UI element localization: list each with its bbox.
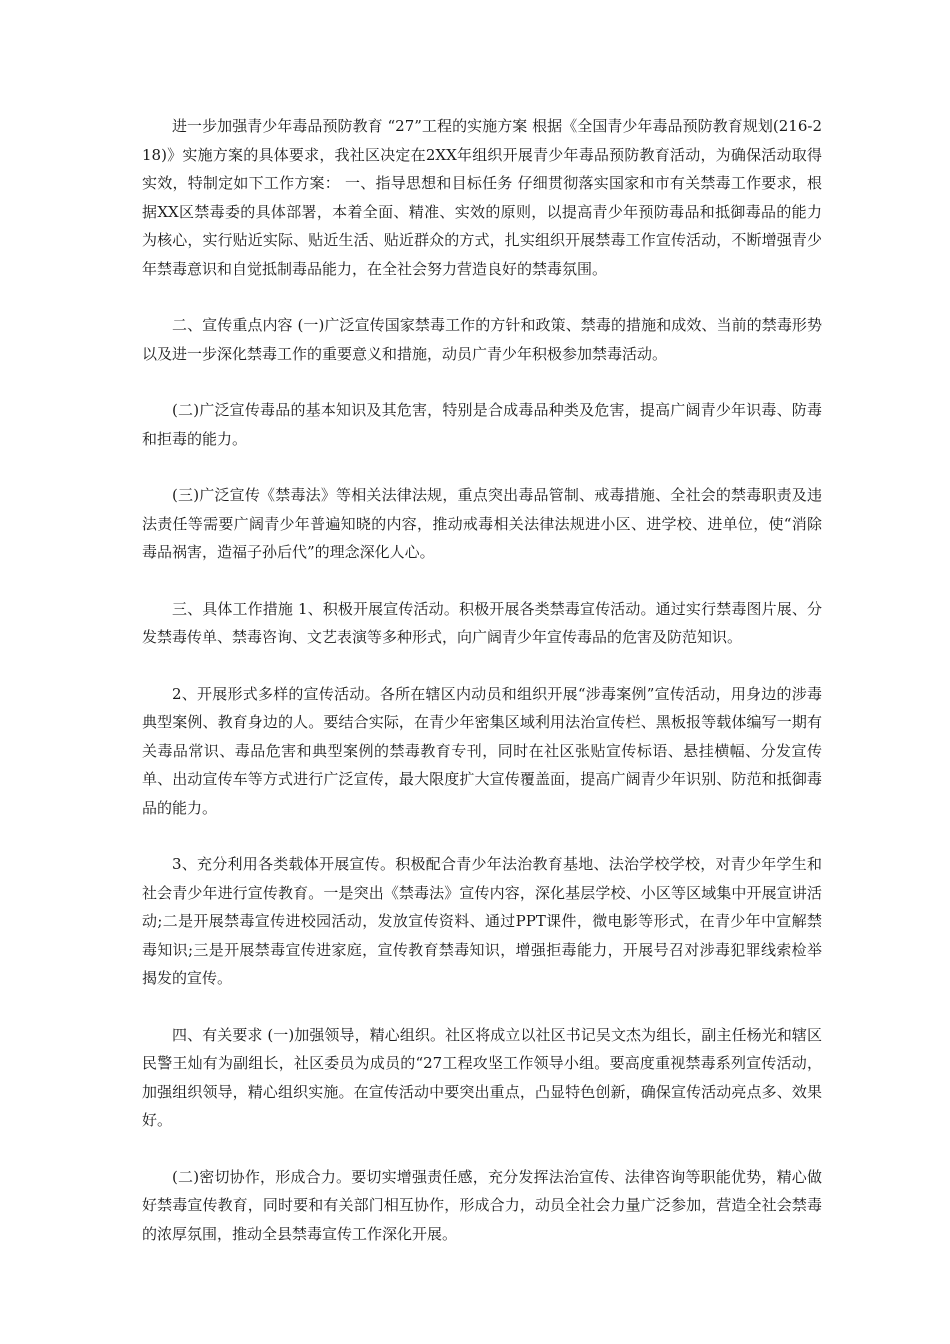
paragraph-publicity-focus: 二、宣传重点内容 (一)广泛宣传国家禁毒工作的方针和政策、禁毒的措施和成效、当前的禁毒形势以及进一步深化禁毒工作的重要意义和措施，动员广青少年积极参加禁毒活动。	[142, 316, 822, 363]
paragraph-intro: 进一步加强青少年毒品预防教育 “27”工程的实施方案 根据《全国青少年毒品预防教育规划(216-218)》实施方案的具体要求，我社区决定在2XX年组织开展青少年毒品预防教育活动，为确保活动取得实效，特制定如下工作方案： 一、指导思想和目标任务 仔细贯彻落实国家和市有关禁毒工作要求，根据XX区禁毒委的具体部署，本着全面、精准、实效的原则，以提高青少年预防毒品和抵御毒品的能力为核心，实行贴近实际、贴近生活、贴近群众的方式，扎实组织开展禁毒工作宣传活动，不断增强青少年禁毒意识和自觉抵制毒品能力，在全社会努力营造良好的禁毒氛围。	[142, 117, 822, 278]
document-body	[142, 112, 822, 1248]
paragraph-use-carriers: 3、充分利用各类载体开展宣传。积极配合青少年法治教育基地、法治学校学校，对青少年学生和社会青少年进行宣传教育。一是突出《禁毒法》宣传内容，深化基层学校、小区等区域集中开展宣讲活动;二是开展禁毒宣传进校园活动，发放宣传资料、通过PPT课件，微电影等形式，在青少年中宣解禁毒知识;三是开展禁毒宣传进家庭，宣传教育禁毒知识，增强拒毒能力，开展号召对涉毒犯罪线索检举揭发的宣传。	[142, 855, 822, 987]
paragraph-requirements: 四、有关要求 (一)加强领导，精心组织。社区将成立以社区书记吴文杰为组长，副主任杨光和辖区民警王灿有为副组长，社区委员为成员的“27工程攻坚工作领导小组。要高度重视禁毒系列宣传活动，加强组织领导，精心组织实施。在宣传活动中要突出重点，凸显特色创新，确保宣传活动亮点多、效果好。	[142, 1025, 822, 1129]
paragraph-drug-law: (三)广泛宣传《禁毒法》等相关法律法规，重点突出毒品管制、戒毒措施、全社会的禁毒职责及违法责任等需要广阔青少年普遍知晓的内容，推动戒毒相关法律法规进小区、进学校、进单位，使“消除毒品祸害，造福子孙后代”的理念深化人心。	[142, 486, 822, 561]
paragraph-diverse-activities: 2、开展形式多样的宣传活动。各所在辖区内动员和组织开展“涉毒案例”宣传活动，用身边的涉毒典型案例、教育身边的人。要结合实际，在青少年密集区域利用法治宣传栏、黑板报等载体编写一期有关毒品常识、毒品危害和典型案例的禁毒教育专刊，同时在社区张贴宣传标语、悬挂横幅、分发宣传单、出动宣传车等方式进行广泛宣传，最大限度扩大宣传覆盖面，提高广阔青少年识别、防范和抵御毒品的能力。	[142, 684, 822, 817]
paragraph-work-measures: 三、具体工作措施 1、积极开展宣传活动。积极开展各类禁毒宣传活动。通过实行禁毒图片展、分发禁毒传单、禁毒咨询、文艺表演等多种形式，向广阔青少年宣传毒品的危害及防范知识。	[142, 599, 822, 646]
paragraph-cooperation: (二)密切协作，形成合力。要切实增强责任感，充分发挥法治宣传、法律咨询等职能优势，精心做好禁毒宣传教育，同时要和有关部门相互协作，形成合力，动员全社会力量广泛参加，营造全社会禁毒的浓厚氛围，推动全县禁毒宣传工作深化开展。	[142, 1167, 822, 1243]
paragraph-drug-knowledge: (二)广泛宣传毒品的基本知识及其危害，特别是合成毒品种类及危害，提高广阔青少年识毒、防毒和拒毒的能力。	[142, 401, 822, 448]
